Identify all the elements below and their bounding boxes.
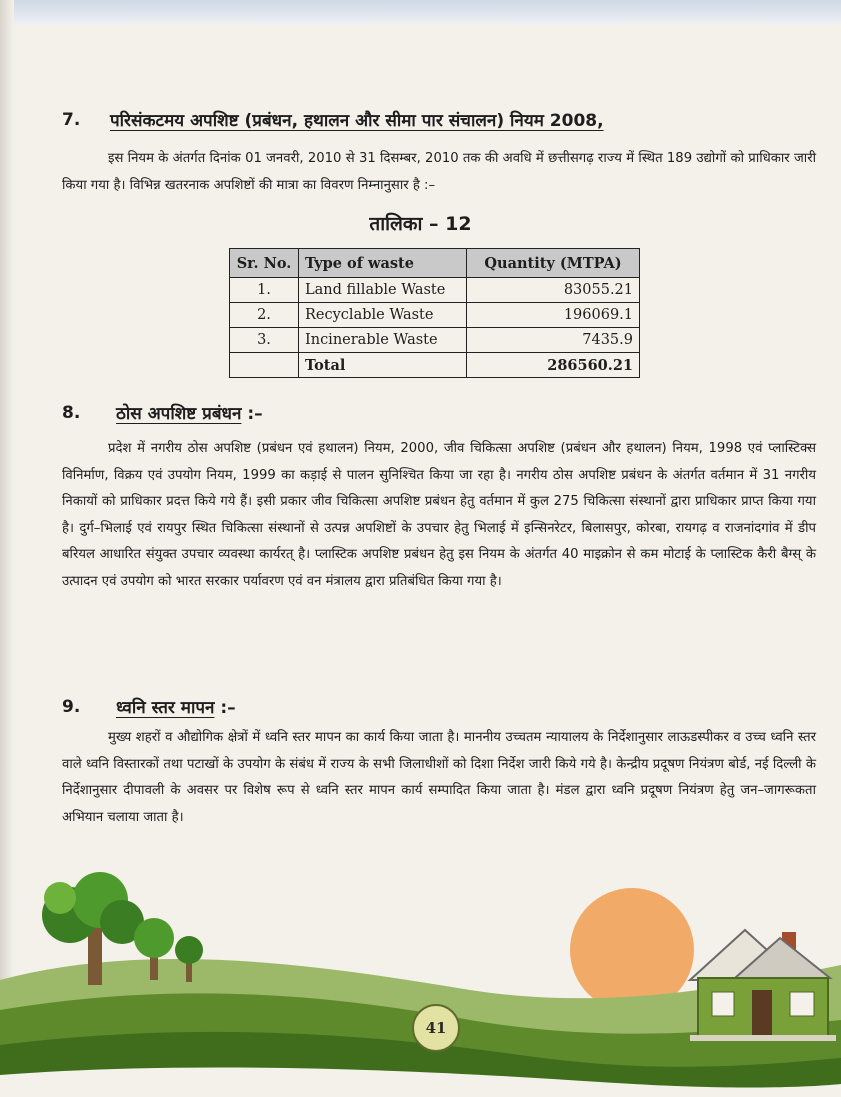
section-9-number: 9. — [62, 697, 81, 717]
cell-total-value: 286560.21 — [467, 353, 640, 378]
section-9-title: ध्वनि स्तर मापन — [116, 698, 215, 718]
section-7-paragraph: इस नियम के अंतर्गत दिनांक 01 जनवरी, 2010 से 31 दिसम्बर, 2010 तक की अवधि में छत्तीसगढ़ राज्य में स्थित 189 उद्योगों को प्राधिकार जारी किया गया है। विभिन्न खतरनाक अपशिष्टों की मात्रा का विवरण निम्नानुसार है :– — [62, 151, 816, 193]
waste-quantity-table — [229, 248, 640, 378]
table-row — [230, 328, 640, 353]
page-number: 41 — [412, 1004, 460, 1052]
section-7-number: 7. — [62, 110, 81, 130]
table-row — [230, 278, 640, 303]
section-8-title-suffix: :– — [241, 404, 263, 424]
header-quantity: Quantity (MTPA) — [467, 249, 640, 278]
cell-sr-no: 2. — [230, 303, 299, 328]
cell-sr-no: 1. — [230, 278, 299, 303]
section-7-title: परिसंकटमय अपशिष्ट (प्रबंधन, हथालन और सीमा पार संचालन) नियम 2008, — [110, 111, 604, 131]
cell-type: Land fillable Waste — [299, 278, 467, 303]
header-type-of-waste: Type of waste — [299, 249, 467, 278]
table-header-row — [230, 249, 640, 278]
cell-quantity: 7435.9 — [467, 328, 640, 353]
section-8-title: ठोस अपशिष्ट प्रबंधन — [116, 404, 242, 424]
cell-quantity: 83055.21 — [467, 278, 640, 303]
table-title: तालिका – 12 — [369, 213, 472, 235]
cell-quantity: 196069.1 — [467, 303, 640, 328]
cell-type: Incinerable Waste — [299, 328, 467, 353]
top-header-band — [0, 0, 841, 26]
header-sr-no: Sr. No. — [230, 249, 299, 278]
section-9-heading — [116, 695, 236, 718]
house-icon — [690, 930, 836, 1041]
landscape-illustration — [0, 870, 841, 1097]
section-9-paragraph: मुख्य शहरों व औद्योगिक क्षेत्रों में ध्वनि स्तर मापन का कार्य किया जाता है। माननीय उच्चतम न्यायालय के निर्देशानुसार लाऊडस्पीकर व उच्च ध्वनि स्तर वाले ध्वनि विस्तारकों तथा पटाखों के उपयोग के संबंध में राज्य के सभी जिलाधीशों को दिशा निर्देश जारी किये गये है। केन्द्रीय प्रदूषण नियंत्रण बोर्ड, नई दिल्ली के निर्देशानुसार दीपावली के अवसर पर विशेष रूप से ध्वनि स्तर मापन कार्य सम्पादित किया जाता है। मंडल द्वारा ध्वनि प्रदूषण नियंत्रण हेतु जन–जागरूकता अभियान चलाया जाता है। — [62, 730, 816, 825]
cell-empty — [230, 353, 299, 378]
section-8-paragraph: प्रदेश में नगरीय ठोस अपशिष्ट (प्रबंधन एवं हथालन) नियम, 2000, जीव चिकित्सा अपशिष्ट (प्रबंधन और हथालन) नियम, 1998 एवं प्लास्टिक्स विनिर्माण, विक्रय एवं उपयोग नियम, 1999 का कड़ाई से पालन सुनिश्चित किया जा रहा है। नगरीय ठोस अपशिष्ट प्रबंधन के अंतर्गत वर्तमान में 31 नगरीय निकायों को प्राधिकार प्रदत्त किये गये हैं। इसी प्रकार जीव चिकित्सा अपशिष्ट प्रबंधन हेतु वर्तमान में कुल 275 चिकित्सा संस्थानों द्वारा प्राधिकार प्राप्त किया गया है। दुर्ग–भिलाई एवं रायपुर स्थित चिकित्सा संस्थानों से उत्पन्न अपशिष्टों के उपचार हेतु भिलाई में इन्सिनरेटर, बिलासपुर, कोरबा, रायगढ़ व राजनांदगांव में डीप बरियल आधारित संयुक्त उपचार व्यवस्था कार्यरत् है। प्लास्टिक अपशिष्ट प्रबंधन हेतु इस नियम के अंतर्गत 40 माइक्रोन से कम मोटाई के प्लास्टिक कैरी बैग्स् के उत्पादन एवं उपयोग को भारत सरकार पर्यावरण एवं वन मंत्रालय द्वारा प्रतिबंधित किया गया है। — [62, 441, 816, 589]
section-9-title-suffix: :– — [214, 698, 236, 718]
cell-sr-no: 3. — [230, 328, 299, 353]
cell-type: Recyclable Waste — [299, 303, 467, 328]
section-8-number: 8. — [62, 403, 81, 423]
table-total-row — [230, 353, 640, 378]
section-8-heading — [116, 401, 263, 424]
table-row — [230, 303, 640, 328]
cell-total-label: Total — [299, 353, 467, 378]
